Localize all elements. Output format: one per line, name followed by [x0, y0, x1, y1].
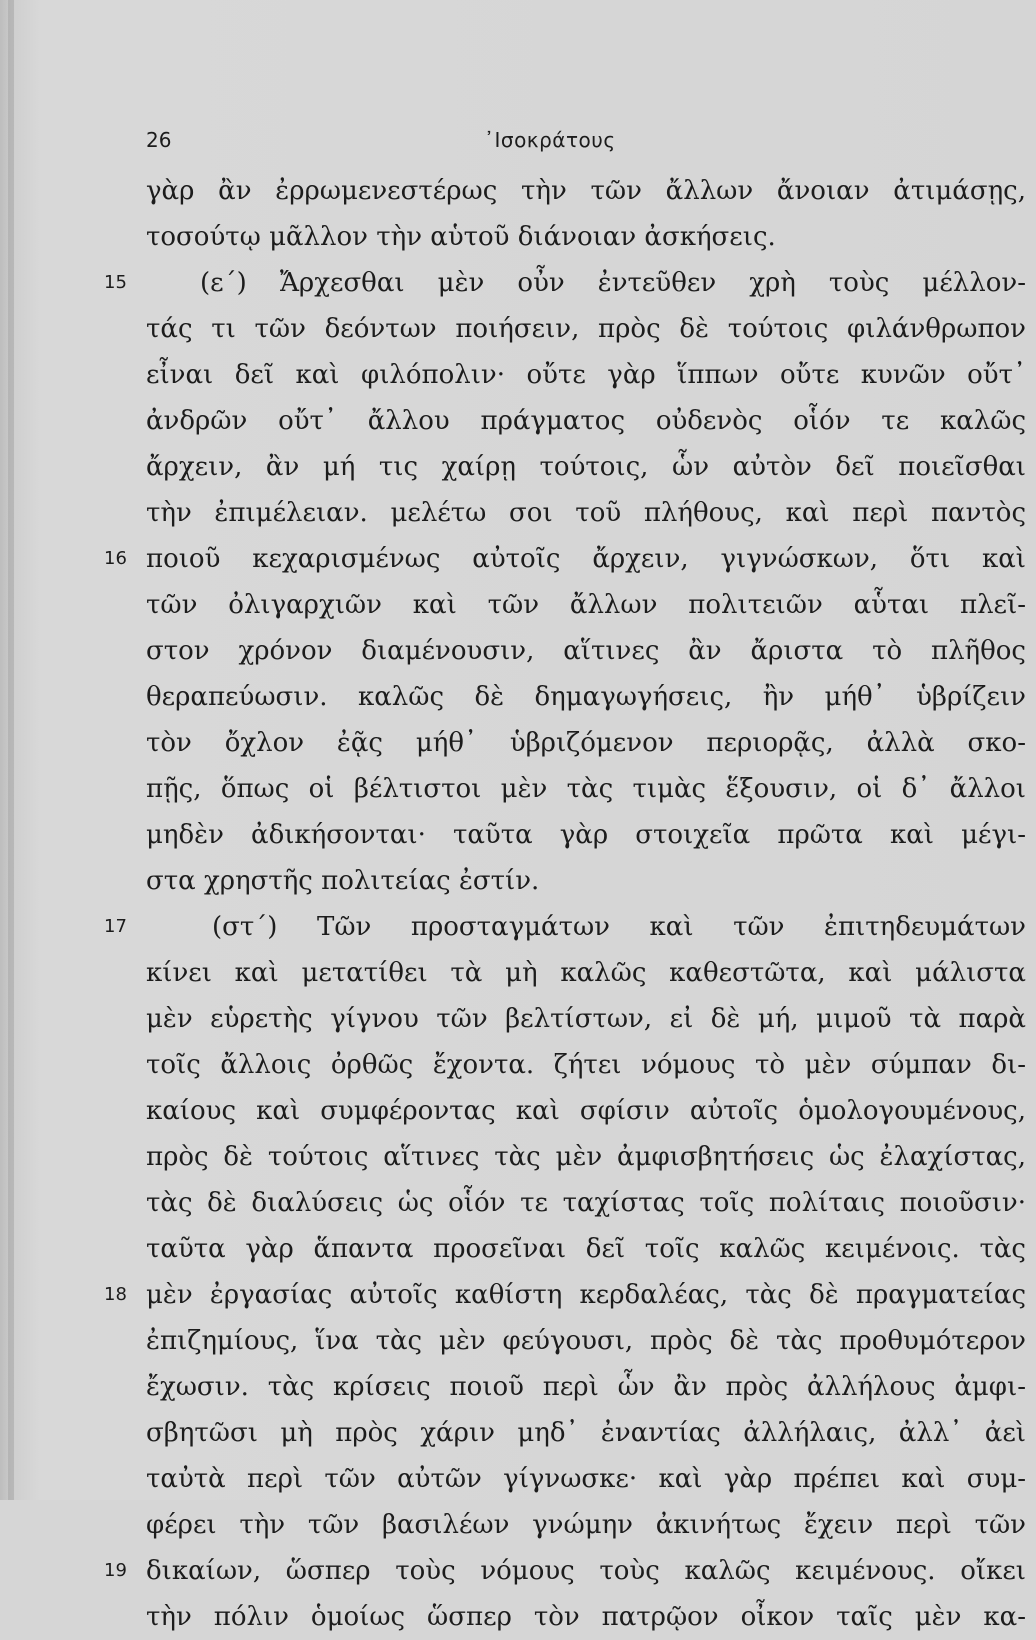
text-line: φέρει τὴν τῶν βασιλέων γνώμην ἀκινήτως ἔχειν περὶ τῶν [146, 1510, 1026, 1540]
text-line: θεραπεύωσιν. καλῶς δὲ δημαγωγήσεις, ἢν μήθ᾿ ὑβρίζειν [146, 682, 1026, 712]
text-line: κίνει καὶ μετατίθει τὰ μὴ καλῶς καθεστῶτα, καὶ μάλιστα [146, 958, 1026, 988]
text-line: ταῦτα γὰρ ἅπαντα προσεῖναι δεῖ τοῖς καλῶς κειμένοις. τὰς [146, 1234, 1026, 1264]
text-line: στον χρόνον διαμένουσιν, αἵτινες ἂν ἄριστα τὸ πλῆθος [146, 636, 1026, 666]
text-line: στα χρηστῆς πολιτείας ἐστίν. [146, 866, 540, 896]
text-line: πῇς, ὅπως οἱ βέλτιστοι μὲν τὰς τιμὰς ἕξουσιν, οἱ δ᾿ ἄλλοι [146, 774, 1026, 804]
text-line: ἄρχειν, ἂν μή τις χαίρῃ τούτοις, ὧν αὐτὸν δεῖ ποιεῖσθαι [146, 452, 1026, 482]
text-line: ἐπιζημίους, ἵνα τὰς μὲν φεύγουσι, πρὸς δὲ τὰς προθυμότερον [146, 1326, 1026, 1356]
running-head [0, 128, 1036, 158]
text-line: εἶναι δεῖ καὶ φιλόπολιν· οὔτε γὰρ ἵππων οὔτε κυνῶν οὔτ᾿ [146, 360, 1026, 390]
text-line: τὸν ὄχλον ἐᾷς μήθ᾿ ὑβριζόμενον περιορᾷς, ἀλλὰ σκο- [146, 728, 1026, 758]
text-line: καίους καὶ συμφέροντας καὶ σφίσιν αὐτοῖς ὁμολογουμένους, [146, 1096, 1026, 1126]
text-line: (ε΄) Ἄρχεσθαι μὲν οὖν ἐντεῦθεν χρὴ τοὺς μέλλον- [200, 268, 1026, 298]
text-line: τάς τι τῶν δεόντων ποιήσειν, πρὸς δὲ τούτοις φιλάνθρωπον [146, 314, 1026, 344]
text-line: ποιοῦ κεχαρισμένως αὐτοῖς ἄρχειν, γιγνώσκων, ὅτι καὶ [146, 544, 1026, 574]
page-number: 26 [146, 128, 172, 152]
section-number: 16 [104, 548, 127, 569]
text-line: τὰς δὲ διαλύσεις ὡς οἷόν τε ταχίστας τοῖς πολίταις ποιοῦσιν· [146, 1188, 1026, 1218]
text-line: δικαίων, ὥσπερ τοὺς νόμους τοὺς καλῶς κειμένους. οἴκει [146, 1556, 1026, 1586]
text-line: μὲν εὑρετὴς γίγνου τῶν βελτίστων, εἰ δὲ μή, μιμοῦ τὰ παρὰ [146, 1004, 1026, 1034]
text-line: (στ΄) Τῶν προσταγμάτων καὶ τῶν ἐπιτηδευμάτων [212, 912, 1026, 942]
text-line: ἀνδρῶν οὔτ᾿ ἄλλου πράγματος οὐδενὸς οἷόν τε καλῶς [146, 406, 1026, 436]
text-line: πρὸς δὲ τούτοις αἵτινες τὰς μὲν ἀμφισβητήσεις ὡς ἐλαχίστας, [146, 1142, 1026, 1172]
text-line: τὴν ἐπιμέλειαν. μελέτω σοι τοῦ πλήθους, καὶ περὶ παντὸς [146, 498, 1026, 528]
header-title: ᾿Ισοκράτους [484, 128, 616, 152]
section-number: 18 [104, 1284, 127, 1305]
text-line: ἔχωσιν. τὰς κρίσεις ποιοῦ περὶ ὧν ἂν πρὸς ἀλλήλους ἀμφι- [146, 1372, 1026, 1402]
section-number: 17 [104, 916, 127, 937]
text-line: μὲν ἐργασίας αὐτοῖς καθίστη κερδαλέας, τὰς δὲ πραγματείας [146, 1280, 1026, 1310]
text-line: τῶν ὀλιγαρχιῶν καὶ τῶν ἄλλων πολιτειῶν αὗται πλεῖ- [146, 590, 1026, 620]
text-line: σβητῶσι μὴ πρὸς χάριν μηδ᾿ ἐναντίας ἀλλήλαις, ἀλλ᾿ ἀεὶ [146, 1418, 1026, 1448]
text-line: τοσούτῳ μᾶλλον τὴν αὑτοῦ διάνοιαν ἀσκήσεις. [146, 222, 776, 252]
page-binding-edge [8, 0, 14, 1500]
text-line: μηδὲν ἀδικήσονται· ταῦτα γὰρ στοιχεῖα πρῶτα καὶ μέγι- [146, 820, 1026, 850]
text-line: ταὐτὰ περὶ τῶν αὐτῶν γίγνωσκε· καὶ γὰρ πρέπει καὶ συμ- [146, 1464, 1026, 1494]
text-line: τὴν πόλιν ὁμοίως ὥσπερ τὸν πατρῷον οἶκον ταῖς μὲν κα- [146, 1602, 1026, 1632]
section-number: 19 [104, 1560, 127, 1581]
text-line: τοῖς ἄλλοις ὀρθῶς ἔχοντα. ζήτει νόμους τὸ μὲν σύμπαν δι- [146, 1050, 1026, 1080]
text-line: γὰρ ἂν ἐρρωμενεστέρως τὴν τῶν ἄλλων ἄνοιαν ἀτιμάσῃς, [146, 176, 1026, 206]
section-number: 15 [104, 272, 127, 293]
